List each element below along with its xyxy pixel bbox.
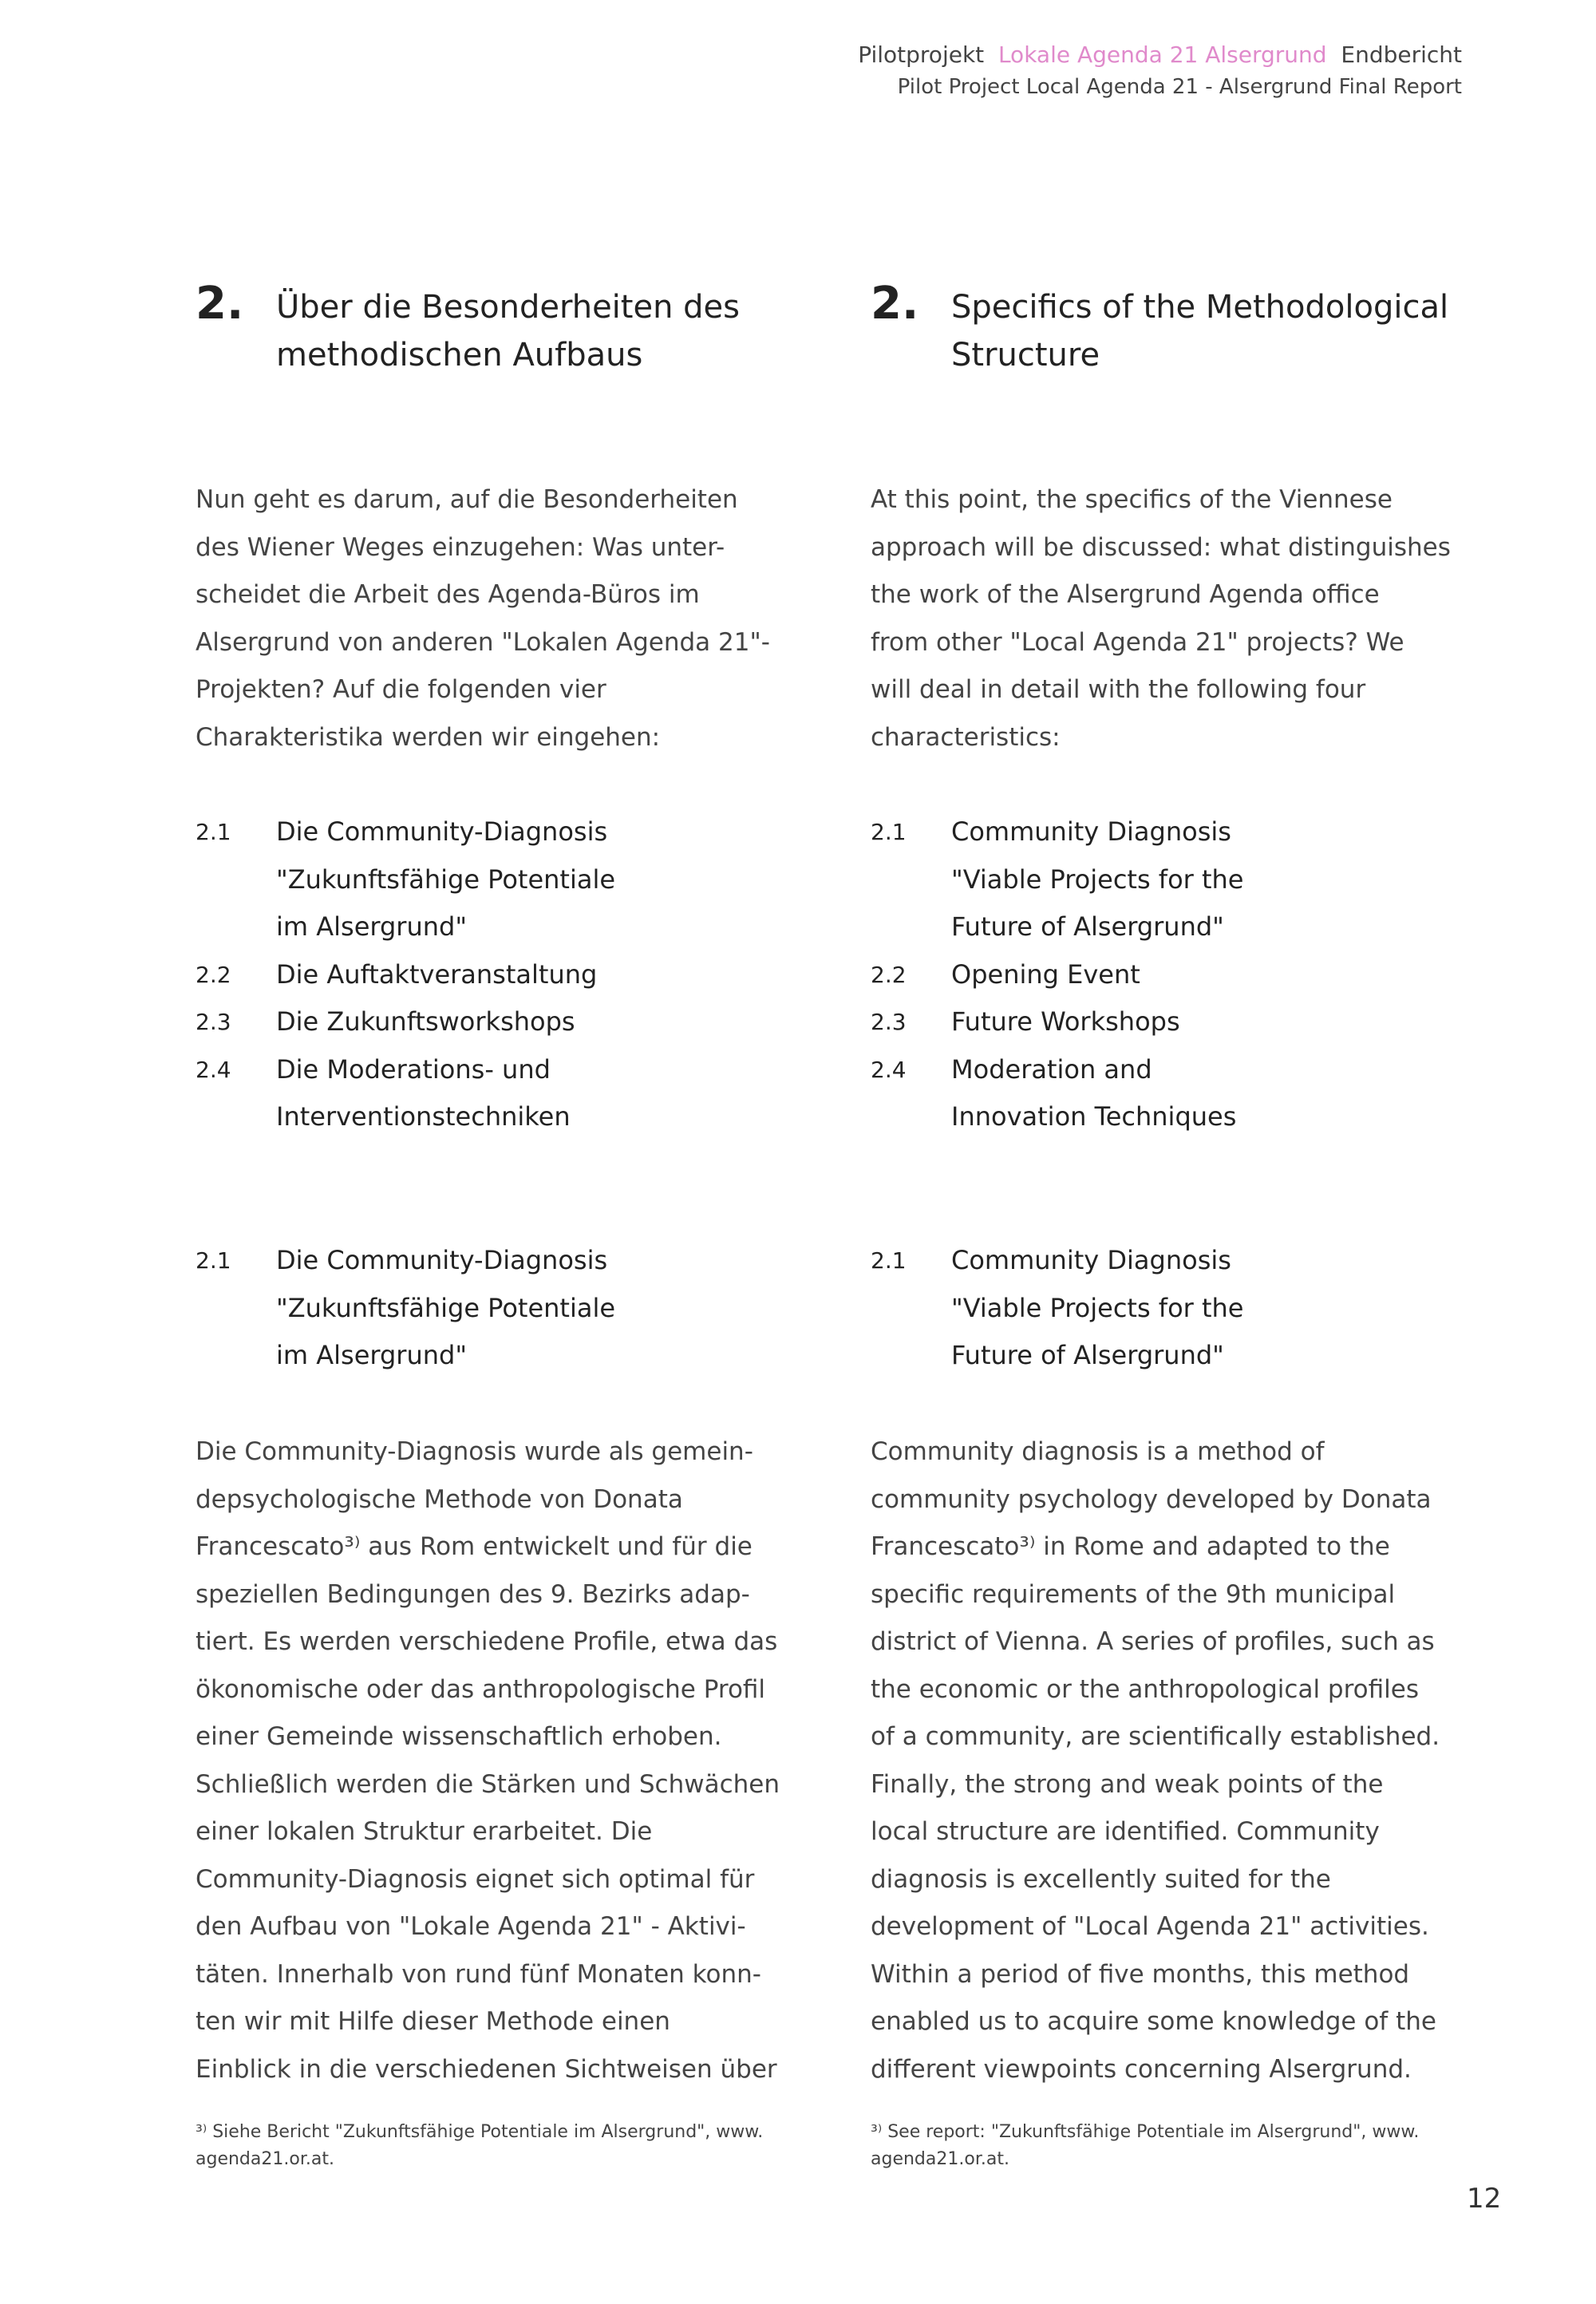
- text-line: will deal in detail with the following four: [871, 675, 1366, 704]
- list-item-line: Innovation Techniques: [951, 1101, 1237, 1132]
- chapter-title: [276, 283, 740, 379]
- chapter-title: [951, 283, 1448, 379]
- text-line: Schließlich werden die Stärken und Schwächen: [196, 1769, 780, 1799]
- chapter-title-line: methodischen Aufbaus: [276, 337, 643, 373]
- list-item-number: 2.1: [871, 819, 907, 845]
- text-line: district of Vienna. A series of profiles, such as: [871, 1627, 1435, 1656]
- contents-list-en: [871, 808, 1477, 1141]
- header-project: Pilotprojekt: [858, 41, 985, 68]
- text-line: diagnosis is excellently suited for the: [871, 1864, 1331, 1894]
- list-item: [196, 998, 802, 1046]
- text-line: Community-Diagnosis eignet sich optimal für: [196, 1864, 755, 1894]
- text-line: the work of the Alsergrund Agenda office: [871, 580, 1380, 609]
- list-item-label: [276, 998, 802, 1046]
- list-item-number: 2.4: [871, 1056, 907, 1083]
- section-title-line: "Viable Projects for the: [951, 1292, 1244, 1323]
- body-paragraph-de: [196, 1429, 802, 2093]
- text-line: Die Community-Diagnosis wurde als gemein-: [196, 1437, 753, 1466]
- list-item: [196, 808, 802, 951]
- body-paragraph-en: [871, 1429, 1477, 2093]
- chapter-title-line: Über die Besonderheiten des: [276, 289, 740, 326]
- intro-paragraph-en: [871, 476, 1477, 761]
- text-line: At this point, the specifics of the Viennese: [871, 485, 1393, 514]
- list-item-line: "Zukunftsfähige Potentiale: [276, 864, 616, 895]
- text-line: Francescato³⁾ in Rome and adapted to the: [871, 1532, 1390, 1561]
- section-number: 2.1: [871, 1247, 907, 1274]
- page-number: 12: [1467, 2183, 1502, 2215]
- running-header: [858, 41, 1462, 68]
- footnote-line: ³⁾ See report: "Zukunftsfähige Potentiale im Alsergrund", www.: [871, 2122, 1420, 2142]
- text-line: tiert. Es werden verschiedene Profile, etwa das: [196, 1627, 778, 1656]
- contents-list-de: [196, 808, 802, 1141]
- list-item-label: [951, 951, 1477, 999]
- list-item-label: [276, 808, 802, 951]
- text-line: speziellen Bedingungen des 9. Bezirks adap-: [196, 1579, 750, 1609]
- text-line: Community diagnosis is a method of: [871, 1437, 1325, 1466]
- list-item-number: 2.3: [196, 1009, 231, 1035]
- header-agenda-title: Lokale Agenda 21 Alsergrund: [998, 41, 1327, 68]
- list-item-label: [951, 1046, 1477, 1141]
- footnote-line: agenda21.or.at.: [871, 2149, 1009, 2169]
- section-title-line: Future of Alsergrund": [951, 1340, 1224, 1370]
- text-line: ten wir mit Hilfe dieser Methode einen: [196, 2007, 670, 2036]
- footnote-line: ³⁾ Siehe Bericht "Zukunftsfähige Potentiale im Alsergrund", www.: [196, 2122, 764, 2142]
- text-line: the economic or the anthropological profiles: [871, 1674, 1419, 1704]
- list-item-line: im Alsergrund": [276, 911, 468, 942]
- list-item: [871, 998, 1477, 1046]
- text-line: Francescato³⁾ aus Rom entwickelt und für die: [196, 1532, 753, 1561]
- section-heading-row: [871, 1237, 1477, 1380]
- text-line: development of "Local Agenda 21" activities.: [871, 1912, 1429, 1941]
- text-line: einer Gemeinde wissenschaftlich erhoben.: [196, 1722, 722, 1751]
- chapter-title-line: Structure: [951, 337, 1100, 373]
- chapter-number: 2.: [196, 278, 244, 330]
- list-item: [196, 951, 802, 999]
- footnote-line: agenda21.or.at.: [196, 2149, 334, 2169]
- section-title: [276, 1237, 802, 1380]
- text-line: enabled us to acquire some knowledge of the: [871, 2007, 1436, 2036]
- list-item-label: [276, 1046, 802, 1141]
- list-item-label: [951, 998, 1477, 1046]
- chapter-number: 2.: [871, 278, 919, 330]
- list-item: [196, 1046, 802, 1141]
- text-line: Einblick in die verschiedenen Sichtweisen über: [196, 2054, 777, 2084]
- list-item-line: Die Auftaktveranstaltung: [276, 958, 598, 990]
- footnote-de: [196, 2119, 802, 2173]
- list-item-line: Die Zukunftsworkshops: [276, 1006, 575, 1037]
- text-line: Alsergrund von anderen "Lokalen Agenda 21"-: [196, 627, 770, 657]
- chapter-title-line: Specifics of the Methodological: [951, 289, 1449, 326]
- text-line: täten. Innerhalb von rund fünf Monaten konn-: [196, 1959, 761, 1989]
- text-line: Nun geht es darum, auf die Besonderheiten: [196, 485, 738, 514]
- list-item-line: Future of Alsergrund": [951, 911, 1224, 942]
- text-line: ökonomische oder das anthropologische Profil: [196, 1674, 766, 1704]
- section-title-line: Community Diagnosis: [951, 1245, 1231, 1275]
- list-item: [871, 808, 1477, 951]
- list-item-line: Community Diagnosis: [951, 816, 1231, 847]
- text-line: of a community, are scientifically established.: [871, 1722, 1440, 1751]
- text-line: community psychology developed by Donata: [871, 1484, 1432, 1514]
- text-line: den Aufbau von "Lokale Agenda 21" - Aktivi-: [196, 1912, 746, 1941]
- text-line: Projekten? Auf die folgenden vier: [196, 675, 606, 704]
- list-item: [871, 951, 1477, 999]
- section-title-line: im Alsergrund": [276, 1340, 468, 1370]
- section-heading-row: [196, 1237, 802, 1380]
- list-item-number: 2.3: [871, 1009, 907, 1035]
- text-line: einer lokalen Struktur erarbeitet. Die: [196, 1817, 653, 1846]
- text-line: depsychologische Methode von Donata: [196, 1484, 683, 1514]
- section-heading-de: [196, 1237, 802, 1380]
- list-item-label: [951, 808, 1477, 951]
- list-item: [871, 1046, 1477, 1141]
- list-item-line: Interventionstechniken: [276, 1101, 571, 1132]
- section-number: 2.1: [196, 1247, 231, 1274]
- section-title-line: Die Community-Diagnosis: [276, 1245, 608, 1275]
- text-line: Within a period of five months, this method: [871, 1959, 1410, 1989]
- list-item-line: Die Moderations- und: [276, 1053, 551, 1085]
- text-line: approach will be discussed: what distinguishes: [871, 532, 1451, 562]
- list-item-line: Opening Event: [951, 958, 1140, 990]
- text-line: characteristics:: [871, 722, 1061, 752]
- text-line: Finally, the strong and weak points of the: [871, 1769, 1384, 1799]
- text-line: scheidet die Arbeit des Agenda-Büros im: [196, 580, 700, 609]
- section-title: [951, 1237, 1477, 1380]
- text-line: specific requirements of the 9th municipal: [871, 1579, 1396, 1609]
- list-item-line: Moderation and: [951, 1053, 1152, 1085]
- list-item-number: 2.2: [871, 961, 907, 988]
- text-line: local structure are identified. Community: [871, 1817, 1380, 1846]
- footnote-en: [871, 2119, 1477, 2173]
- list-item-number: 2.2: [196, 961, 231, 988]
- list-item-line: Die Community-Diagnosis: [276, 816, 608, 847]
- list-item-line: Future Workshops: [951, 1006, 1180, 1037]
- section-title-line: "Zukunftsfähige Potentiale: [276, 1292, 616, 1323]
- header-report: Endbericht: [1341, 41, 1462, 68]
- list-item-number: 2.1: [196, 819, 231, 845]
- list-item-number: 2.4: [196, 1056, 231, 1083]
- text-line: des Wiener Weges einzugehen: Was unter-: [196, 532, 725, 562]
- text-line: different viewpoints concerning Alsergrund.: [871, 2054, 1412, 2084]
- section-heading-en: [871, 1237, 1477, 1380]
- text-line: from other "Local Agenda 21" projects? We: [871, 627, 1404, 657]
- list-item-line: "Viable Projects for the: [951, 864, 1244, 895]
- text-line: Charakteristika werden wir eingehen:: [196, 722, 661, 752]
- header-english: Pilot Project Local Agenda 21 - Alsergrund Final Report: [897, 75, 1462, 99]
- list-item-label: [276, 951, 802, 999]
- intro-paragraph-de: [196, 476, 802, 761]
